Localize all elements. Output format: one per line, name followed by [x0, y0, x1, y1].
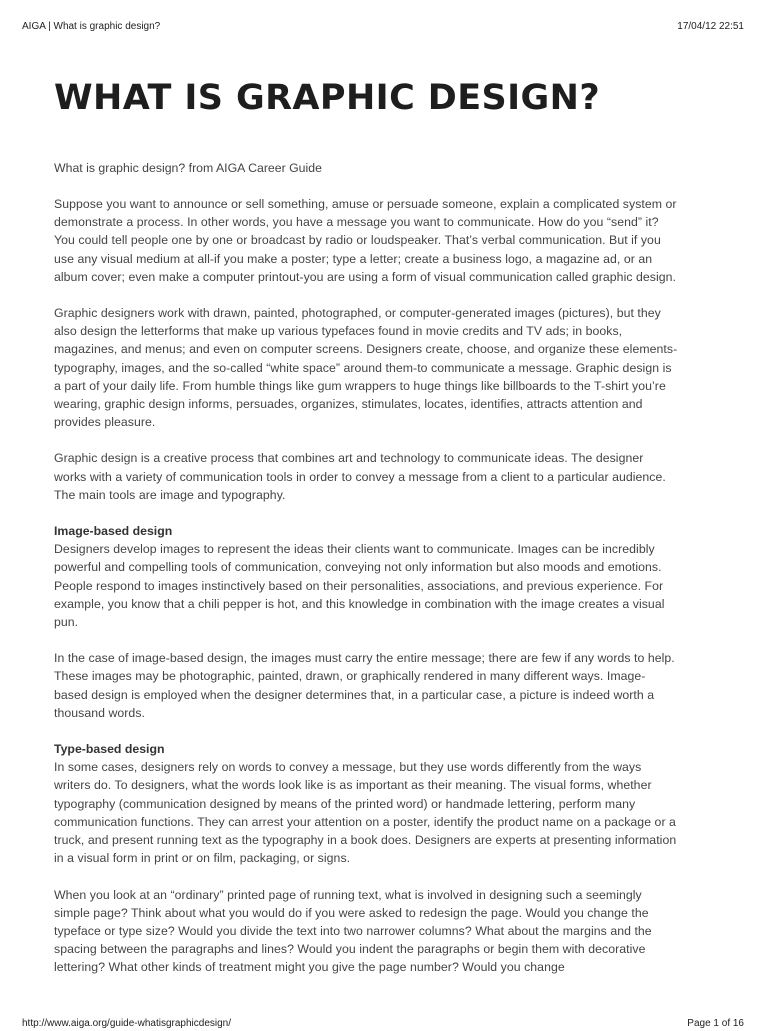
- type-based-design-heading: Type-based design: [54, 742, 165, 757]
- print-footer: [22, 1017, 744, 1031]
- page-title: WHAT IS GRAPHIC DESIGN?: [54, 78, 601, 118]
- article: [54, 76, 678, 977]
- image-based-design-paragraph: In the case of image-based design, the images must carry the entire message; there are few if any words to help. These images may be photographic, painted, drawn, or graphically rendered in many different ways. Image-based design is employed when the designer determines that, in a particular case, a picture is indeed worth a thousand words.: [54, 651, 675, 720]
- print-header: [22, 20, 744, 34]
- print-header-datetime: 17/04/12 22:51: [677, 21, 744, 32]
- intro-paragraph: Suppose you want to announce or sell something, amuse or persuade someone, explain a complicated system or demonstrate a process. In other words, you have a message you want to communicate. How do you “send” it? You could tell people one by one or broadcast by radio or loudspeaker. That’s verbal communication. But if you use any visual medium at all-if you make a poster; type a letter; create a business logo, a magazine ad, or an album cover; even make a computer printout-you are using a form of visual communication called graphic design.: [54, 197, 677, 284]
- print-footer-page-number: Page 1 of 16: [687, 1018, 744, 1029]
- type-based-design-paragraph: When you look at an “ordinary” printed page of running text, what is involved in designing such a seemingly simple page? Think about what you would do if you were asked to redesign the page. Would you change the typeface or type size? Would you divide the text into two narrower columns? What about the margins and the spacing between the paragraphs and lines? Would you indent the paragraphs or begin them with decorative lettering? What other kinds of treatment might you give the page number? Would you change: [54, 887, 652, 975]
- type-based-design-paragraph: In some cases, designers rely on words to convey a message, but they use words differently from the ways writers do. To designers, what the words look like is as important as their meaning. The visual forms, whether typography (communication designed by means of the printed word) or handmade lettering, perform many communication functions. They can arrest your attention on a poster, identify the product name on a package or a truck, and present running text as the typography in a book does. Designers are experts at presenting information in a visual form in print or on film, packaging, or signs.: [54, 760, 677, 866]
- intro-paragraph: Graphic design is a creative process that combines art and technology to communicate ideas. The designer works with a variety of communication tools in order to convey a message from a client to a particular audience. The main tools are image and typography.: [54, 451, 666, 502]
- article-subtitle: What is graphic design? from AIGA Career Guide: [54, 161, 322, 175]
- image-based-design-paragraph: Designers develop images to represent the ideas their clients want to communicate. Images can be incredibly powerful and compelling tools of communication, conveying not only information but also moods and emotions. People respond to images instinctively based on their personalities, associations, and previous experience. For example, you know that a chili pepper is hot, and this knowledge in combination with the image creates a visual pun.: [54, 542, 665, 630]
- intro-paragraph: Graphic designers work with drawn, painted, photographed, or computer-generated images (pictures), but they also design the letterforms that make up various typefaces found in movie credits and TV ads; in books, magazines, and menus; and even on computer screens. Designers create, choose, and organize these elements-typography, images, and the so-called “white space” around them-to communicate a message. Graphic design is a part of your daily life. From humble things like gum wrappers to huge things like billboards to the T-shirt you’re wearing, graphic design informs, persuades, organizes, stimulates, locates, identifies, attracts attention and provides pleasure.: [54, 306, 678, 430]
- print-header-title: AIGA | What is graphic design?: [22, 21, 161, 32]
- image-based-design-heading: Image-based design: [54, 524, 173, 539]
- print-footer-url: http://www.aiga.org/guide-whatisgraphicdesign/: [22, 1018, 232, 1029]
